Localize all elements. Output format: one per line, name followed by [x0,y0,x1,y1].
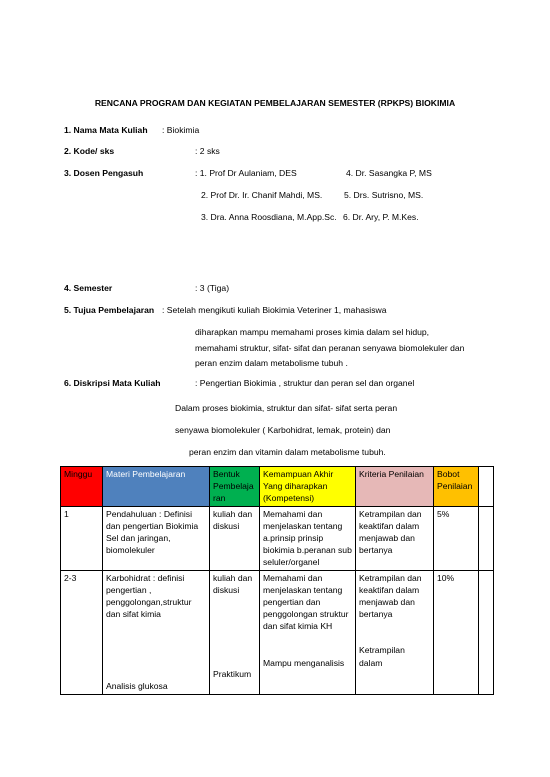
header-materi: Materi Pembelajaran [103,467,210,507]
deskripsi-line3: senyawa biomolekuler ( Karbohidrat, lemak, protein) dan [175,425,391,435]
cell-kriteria-praktikum: Ketrampilan dalam [359,645,405,668]
dosen-label: 3. Dosen Pengasuh [64,168,144,178]
cell-bentuk: kuliah dan diskusi [210,506,260,570]
cell-kriteria: Ketrampilan dan keaktifan dalam menjawab dan bertanya [356,506,434,570]
header-bobot: Bobot Penilaian [434,467,479,507]
kode-value: : 2 sks [195,146,220,156]
dosen-line3b: 6. Dr. Ary, P. M.Kes. [343,212,419,222]
header-bentuk: Bentuk Pembelaja ran [210,467,260,507]
cell-kemampuan: Memahami dan menjelaskan tentang a.prinsip prinsip biokimia b.peranan sub seluler/organel [260,506,356,570]
cell-materi-praktikum: Analisis glukosa [106,681,168,692]
cell-minggu: 1 [61,506,103,570]
cell-minggu-text: 2-3 [64,572,77,583]
cell-bentuk [210,570,260,694]
cell-kriteria [356,570,434,694]
dosen-line3a: 3. Dra. Anna Roosdiana, M.App.Sc. [201,212,337,222]
tujuan-line4: peran enzim dalam metabolisme tubuh . [195,358,348,368]
nama-value: : Biokimia [162,125,200,135]
cell-bentuk-text: kuliah dan diskusi [213,572,253,595]
dosen-line1b: 4. Dr. Sasangka P, MS [346,168,432,178]
header-kriteria: Kriteria Penilaian [356,467,434,507]
cell-bobot: 10% [434,570,479,694]
cell-materi-text: Karbohidrat : definisi pengertian , penggolongan,struktur dan sifat kimia [106,572,192,620]
deskripsi-line2: Dalam proses biokimia, struktur dan sifat- sifat serta peran [175,403,398,413]
deskripsi-line4: peran enzim dan vitamin dalam metabolisme tubuh. [189,447,386,457]
table-row [61,570,494,694]
semester-label: 4. Semester [64,283,113,293]
cell-bobot: 5% [434,506,479,570]
tujuan-label: 5. Tujua Pembelajaran [64,305,155,315]
deskripsi-line1: : Pengertian Biokimia , struktur dan peran sel dan organel [195,378,415,388]
document-title: RENCANA PROGRAM DAN KEGIATAN PEMBELAJARAN SEMESTER (RPKPS) BIOKIMIA [94,98,456,108]
deskripsi-label: 6. Diskripsi Mata Kuliah [64,378,161,388]
cell-extra [479,506,494,570]
cell-materi [103,570,210,694]
rpkps-table [60,466,494,695]
table-row [61,506,494,570]
header-extra [479,467,494,507]
cell-kriteria-text: Ketrampilan dan keaktifan dalam menjawab dan bertanya [359,572,422,620]
cell-kemampuan-text: Memahami dan menjelaskan tentang pengertian dan penggolongan struktur dan sifat kimia KH [263,572,349,632]
cell-minggu [61,570,103,694]
semester-value: : 3 (Tiga) [195,283,230,293]
cell-extra [479,570,494,694]
tujuan-line1: : Setelah mengikuti kuliah Biokimia Veteriner 1, mahasiswa [162,305,387,315]
tujuan-line3: memahami struktur, sifat- sifat dan peranan senyawa biomolekuler dan [195,343,465,353]
dosen-line1a: : 1. Prof Dr Aulaniam, DES [195,168,297,178]
cell-kemampuan [260,570,356,694]
cell-kemampuan-praktikum: Mampu menganalisis [263,657,345,668]
cell-bentuk-praktikum: Praktikum [213,669,252,680]
header-minggu: Minggu [61,467,103,507]
dosen-line2b: 5. Drs. Sutrisno, MS. [344,190,424,200]
cell-materi: Pendahuluan : Definisi dan pengertian Biokimia Sel dan jaringan, biomolekuler [103,506,210,570]
dosen-line2a: 2. Prof Dr. Ir. Chanif Mahdi, MS. [201,190,323,200]
tujuan-line2: diharapkan mampu memahami proses kimia dalam sel hidup, [195,327,430,337]
nama-label: 1. Nama Mata Kuliah [64,125,148,135]
kode-label: 2. Kode/ sks [64,146,115,156]
table-header-row [61,467,494,507]
header-kemampuan: Kemampuan Akhir Yang diharapkan (Kompetensi) [260,467,356,507]
